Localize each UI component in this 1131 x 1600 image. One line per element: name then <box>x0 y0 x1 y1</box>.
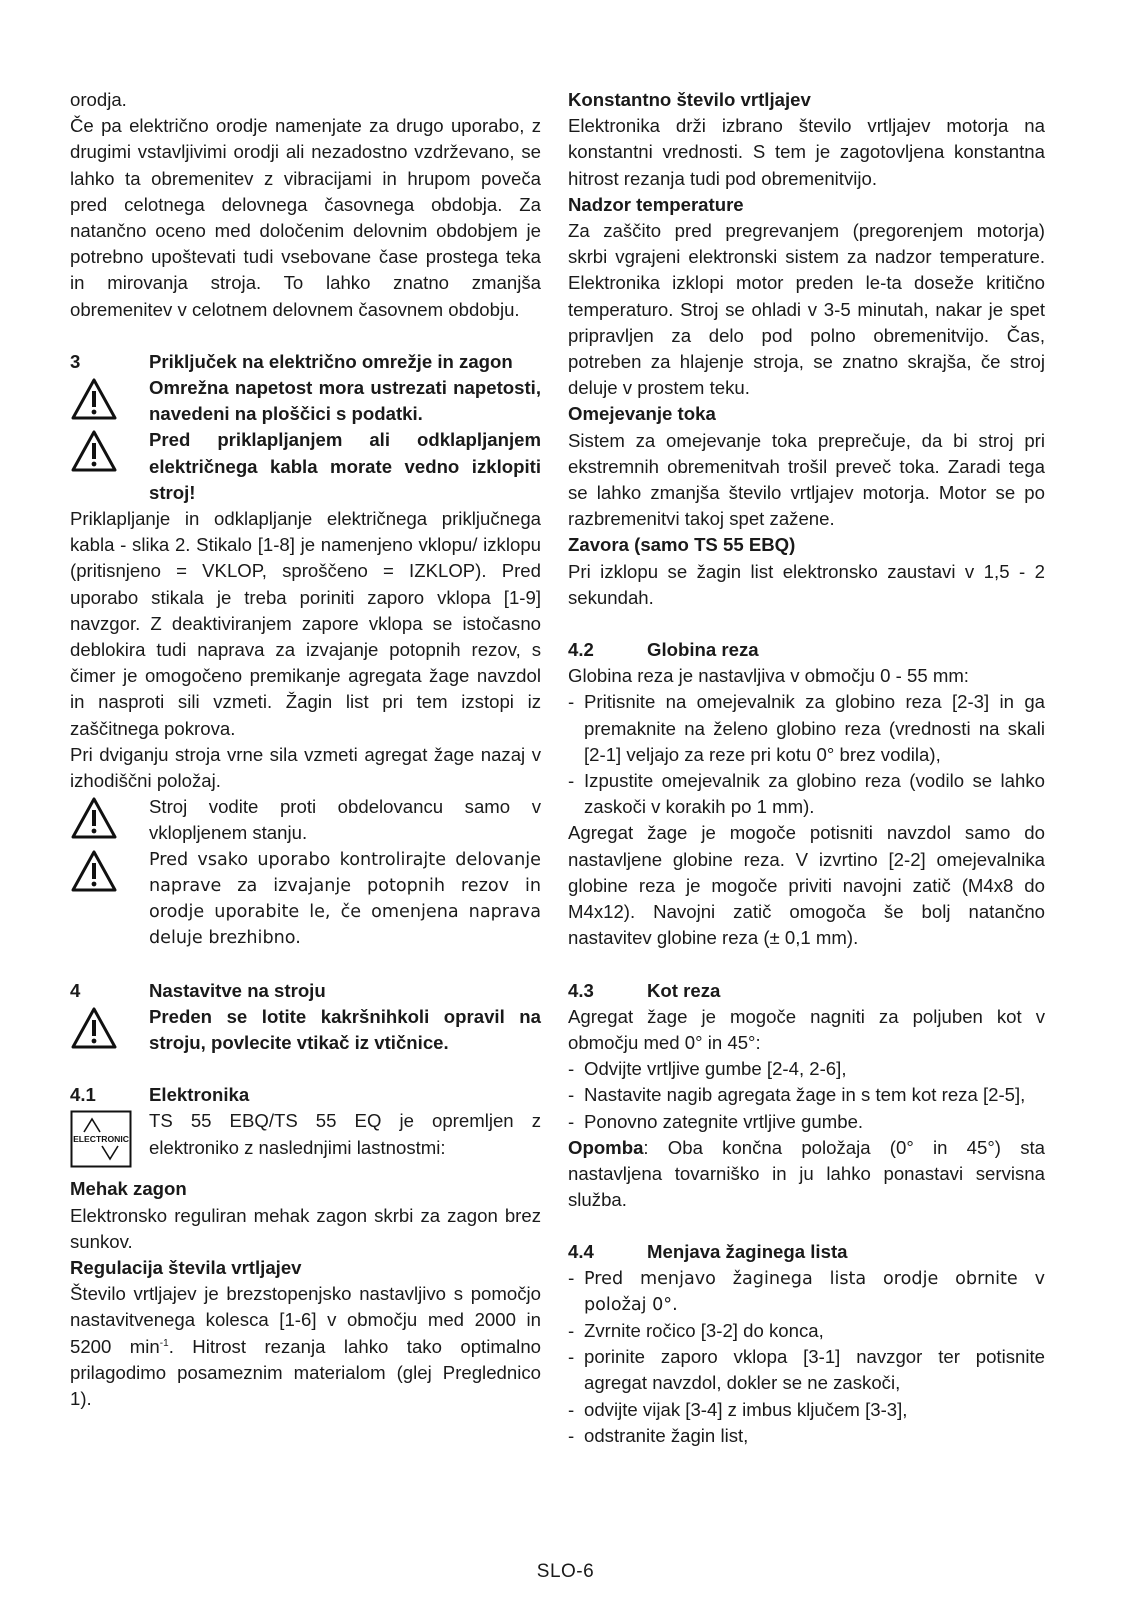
warning-row <box>70 427 541 506</box>
page-number: SLO-6 <box>536 1561 595 1582</box>
constant-speed-title: Konstantno število vrtljajev <box>568 89 811 110</box>
list-item: - odvijte vijak [3-4] z imbus ključem [3-3], <box>568 1398 908 1420</box>
warning-row <box>70 375 541 427</box>
warning-text: Stroj vodite proti obdelovancu samo v vklopljenem stanju. <box>149 796 541 844</box>
temperature-title: Nadzor temperature <box>568 193 744 215</box>
temperature-text: Za zaščito pred pregrevanjem (pregorenjem motorja) skrbi vgrajeni elektronski sistem za nadzor temperature. Elektronika izklopi motor preden le-ta doseže kritično temperaturo. Stroj se ohladi v 3-5 minutah, nakar je spet pripravljen za delo pod polno obremenitvijo. Čas, potreben za hlajenje stroja, se znatno skrajša, če stroj deluje v prostem teku. <box>568 220 1045 399</box>
list-item: - odstranite žagin list, <box>568 1424 749 1446</box>
left-column <box>70 87 541 1412</box>
warning-triangle-icon <box>70 427 149 473</box>
cut-angle-note: Opomba: Oba končna položaja (0° in 45°) sta nastavljena tovarniško in ju lahko ponastavi servisna služba. <box>568 1136 1045 1211</box>
warning-text: Pred priklapljanjem ali odklapljanjem električnega kabla morate vedno izklopiti stroj! <box>149 429 541 503</box>
warning-row <box>70 847 541 952</box>
current-limit-text: Sistem za omejevanje toka preprečuje, da bi stroj pri ekstremnih obremenitvah trošil preveč toka. Zaradi tega se lahko zmanjša število vrtljajev motorja. Motor se po razbremenitvi takoj spet zažene. <box>568 429 1045 530</box>
connection-paragraph: Priklapljanje in odklapljanje električnega priključnega kabla - slika 2. Stikalo [1-8] je namenjeno vklopu/ izklopu (pritisnjeno = VKLOP, sproščeno = IZKLOP). Pred uporabo stikala je treba poriniti zaporo vklopa [1-9] navzgor. Z deaktiviranjem zapore vklopa se istočasno deblokira tudi naprava za izvajanje potopnih rezov, s čimer je omogočeno premikanje agregata žage navzdol in nasproti sili vzmeti. Žagin list pri tem izstopi iz zaščitnega pokrova. <box>70 508 541 739</box>
intro-paragraph: Če pa električno orodje namenjate za drugo uporabo, z drugimi vstavljivimi orodji ali nezadostno vzdrževano, se lahko ta obremenitev z vibracijami in hrupom poveča pred celotnega delovnega časovnega obdobja. Za natančno oceno med določenim delovnim obdobjem je potrebno upoštevati tudi vsebovane čase prostega teka in mirovanja stroja. To lahko znatno zmanjša obremenitev v celotnem delovnem časovnem obdobju. <box>70 115 541 320</box>
speed-text: Število vrtljajev je brezstopenjsko nastavljivo s pomočjo nastavitvenega kolesca [1-6] v območju med 2000 in 5200 $\min^{-1}$. Hitrost rezanja lahko tako optimalno prilagodimo posameznim materialom (glej Preglednico 1). <box>70 1283 541 1409</box>
section-title: Menjava žaginega lista <box>647 1241 848 1263</box>
section-number: 4.4 <box>568 1241 594 1263</box>
list-item: - Odvijte vrtljive gumbe [2-4, 2-6], <box>568 1058 847 1080</box>
section-title: Kot reza <box>647 979 721 1001</box>
section-4-4-heading <box>568 1239 1045 1265</box>
list-item: - Pred menjavo žaginega lista orodje obrnite v položaj 0°. <box>568 1268 1045 1315</box>
section-number: 4.1 <box>70 1084 96 1106</box>
list-item: - Ponovno zategnite vrtljive gumbe. <box>568 1110 864 1132</box>
electronic-row <box>70 1108 541 1168</box>
electronic-text: TS 55 EBQ/TS 55 EQ je opremljen z elektroniko z naslednjimi lastnostmi: <box>149 1110 541 1158</box>
current-limit-title: Omejevanje toka <box>568 403 716 425</box>
section-4-heading <box>70 978 541 1004</box>
cut-depth-intro: Globina reza je nastavljiva v območju 0 - 55 mm: <box>568 665 969 687</box>
right-column <box>568 87 1045 1449</box>
cut-angle-intro: Agregat žage je mogoče nagniti za poljuben kot v območju med 0° in 45°: <box>568 1005 1045 1053</box>
list-item: - Pritisnite na omejevalnik za globino reza [2-3] in ga premaknite na želeno globino reza (vrednosti na skali [2-1] veljajo za reze pri kotu 0° brez vodila), <box>568 691 1045 765</box>
list-item: - porinite zaporo vklopa [3-1] navzgor ter potisnite agregat navzdol, dokler se ne zaskoči, <box>568 1346 1045 1394</box>
brake-title: Zavora (samo TS 55 EBQ) <box>568 534 796 556</box>
list-item: - Izpustite omejevalnik za globino reza (vodilo se lahko zaskoči v korakih po 1 mm). <box>568 770 1045 818</box>
section-title: Globina reza <box>647 639 759 661</box>
warning-text: Omrežna napetost mora ustrezati napetosti, navedeni na ploščici s podatki. <box>149 377 541 425</box>
section-3-heading <box>70 349 541 375</box>
warning-text: Pred vsako uporabo kontrolirajte delovanje naprave za izvajanje potopnih rezov in orodje uporabite le, če omenjena naprava deluje brezhibno. <box>149 849 541 949</box>
list-item: - Nastavite nagib agregata žage in s tem kot reza [2-5], <box>568 1084 1026 1106</box>
speed-title: Regulacija števila vrtljajev <box>70 1256 302 1278</box>
warning-triangle-icon <box>70 1004 149 1050</box>
soft-start-text: Elektronsko reguliran mehak zagon skrbi za zagon brez sunkov. <box>70 1204 541 1252</box>
section-title: Priključek na električno omrežje in zagon <box>149 350 513 372</box>
spring-paragraph: Pri dviganju stroja vrne sila vzmeti agregat žage nazaj v izhodiščni položaj. <box>70 743 541 792</box>
intro-line-1: orodja. <box>70 89 127 110</box>
section-number: 4.2 <box>568 639 594 661</box>
section-title: Elektronika <box>149 1084 250 1106</box>
electronic-icon-label: ELECTRONIC <box>73 1134 129 1145</box>
section-title: Nastavitve na stroju <box>149 979 326 1001</box>
electronic-icon <box>70 1108 149 1168</box>
brake-text: Pri izklopu se žagin list elektronsko zaustavi v 1,5 - 2 sekundah. <box>568 560 1045 608</box>
warning-text: Preden se lotite kakršnihkoli opravil na stroju, povlecite vtikač iz vtičnice. <box>149 1005 541 1053</box>
soft-start-title: Mehak zagon <box>70 1178 187 1200</box>
cut-depth-paragraph: Agregat žage je mogoče potisniti navzdol samo do nastavljene globine reza. V izvrtino [2-2] omejevalnika globine reza je mogoče priviti navojni zatič (M4x8 do M4x12). Navojni zatič omogoča še bolj natančno nastavitev globine reza (± 0,1 mm). <box>568 822 1045 949</box>
warning-triangle-icon <box>70 375 149 421</box>
warning-row <box>70 794 541 846</box>
list-item: - Zvrnite ročico [3-2] do konca, <box>568 1319 824 1341</box>
warning-triangle-icon <box>70 847 149 893</box>
warning-row <box>70 1004 541 1056</box>
section-4-1-heading <box>70 1082 541 1108</box>
constant-speed-text: Elektronika drži izbrano število vrtljajev motorja na konstantni vrednosti. S tem je zagotovljena konstantna hitrost rezanja tudi pod obremenitvijo. <box>568 115 1045 189</box>
section-number: 4.3 <box>568 979 594 1001</box>
section-number: 4 <box>70 979 81 1001</box>
section-number: 3 <box>70 350 81 372</box>
section-4-3-heading <box>568 978 1045 1004</box>
warning-triangle-icon <box>70 794 149 840</box>
section-4-2-heading <box>568 637 1045 663</box>
